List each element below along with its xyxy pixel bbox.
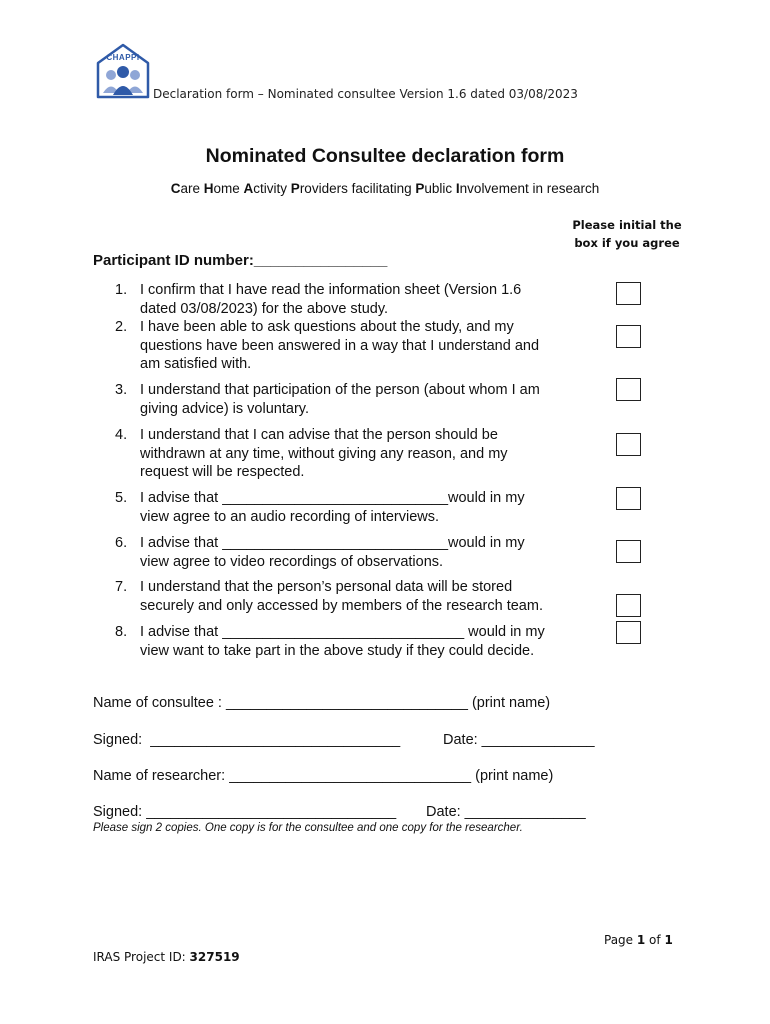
researcher-name-field[interactable]: Name of researcher: ______________________________ (print name)	[93, 768, 554, 784]
initial-instruction: Please initial the box if you agree	[572, 218, 682, 250]
declaration-item-4: 4. I understand that I can advise that the person should be withdrawn at any time, without giving any reason, and my request will be respected.	[115, 427, 508, 480]
page-title: Nominated Consultee declaration form	[205, 145, 565, 167]
signing-note: Please sign 2 copies. One copy is for the consultee and one copy for the researcher.	[93, 822, 523, 834]
logo-text: CHAPPI	[106, 53, 140, 62]
consultee-date-field[interactable]: Date: ______________	[443, 732, 595, 748]
consultee-signature-field[interactable]: Signed: _______________________________	[93, 732, 401, 748]
initial-box-8[interactable]	[616, 621, 641, 644]
researcher-signature-field[interactable]: Signed: _______________________________	[93, 804, 397, 820]
initial-box-7[interactable]	[616, 594, 641, 617]
declaration-item-7: 7. I understand that the person’s personal data will be stored securely and only accessed by members of the research team.	[115, 579, 543, 614]
initial-box-2[interactable]	[616, 325, 641, 348]
declaration-item-5: 5. I advise that ____________________________would in my view agree to an audio recording of interviews.	[115, 490, 525, 525]
page-number: Page 1 of 1	[604, 933, 673, 947]
iras-project-id: IRAS Project ID: 327519	[93, 950, 240, 964]
version-line: Declaration form – Nominated consultee Version 1.6 dated 03/08/2023	[153, 87, 578, 101]
initial-box-6[interactable]	[616, 540, 641, 563]
declaration-item-2: 2. I have been able to ask questions about the study, and my questions have been answered in a way that I understand and am satisfied with.	[115, 319, 540, 372]
chappi-logo	[95, 43, 151, 99]
consultee-name-field[interactable]: Name of consultee : ______________________________ (print name)	[93, 695, 551, 711]
declaration-item-6: 6. I advise that ____________________________would in my view agree to video recordings of observations.	[115, 535, 525, 570]
initial-box-5[interactable]	[616, 487, 641, 510]
declaration-item-3: 3. I understand that participation of the person (about whom I am giving advice) is voluntary.	[115, 382, 540, 417]
researcher-date-field[interactable]: Date: _______________	[426, 804, 586, 820]
declaration-item-1: 1. I confirm that I have read the information sheet (Version 1.6 dated 03/08/2023) for the above study.	[115, 282, 522, 317]
declaration-item-8: 8. I advise that ______________________________ would in my view want to take part in the above study if they could decide.	[115, 624, 545, 659]
subtitle: Care Home Activity Providers facilitating Public Involvement in research	[170, 181, 600, 196]
participant-id-label: Participant ID number:________________	[93, 252, 388, 269]
initial-box-4[interactable]	[616, 433, 641, 456]
initial-box-1[interactable]	[616, 282, 641, 305]
initial-box-3[interactable]	[616, 378, 641, 401]
